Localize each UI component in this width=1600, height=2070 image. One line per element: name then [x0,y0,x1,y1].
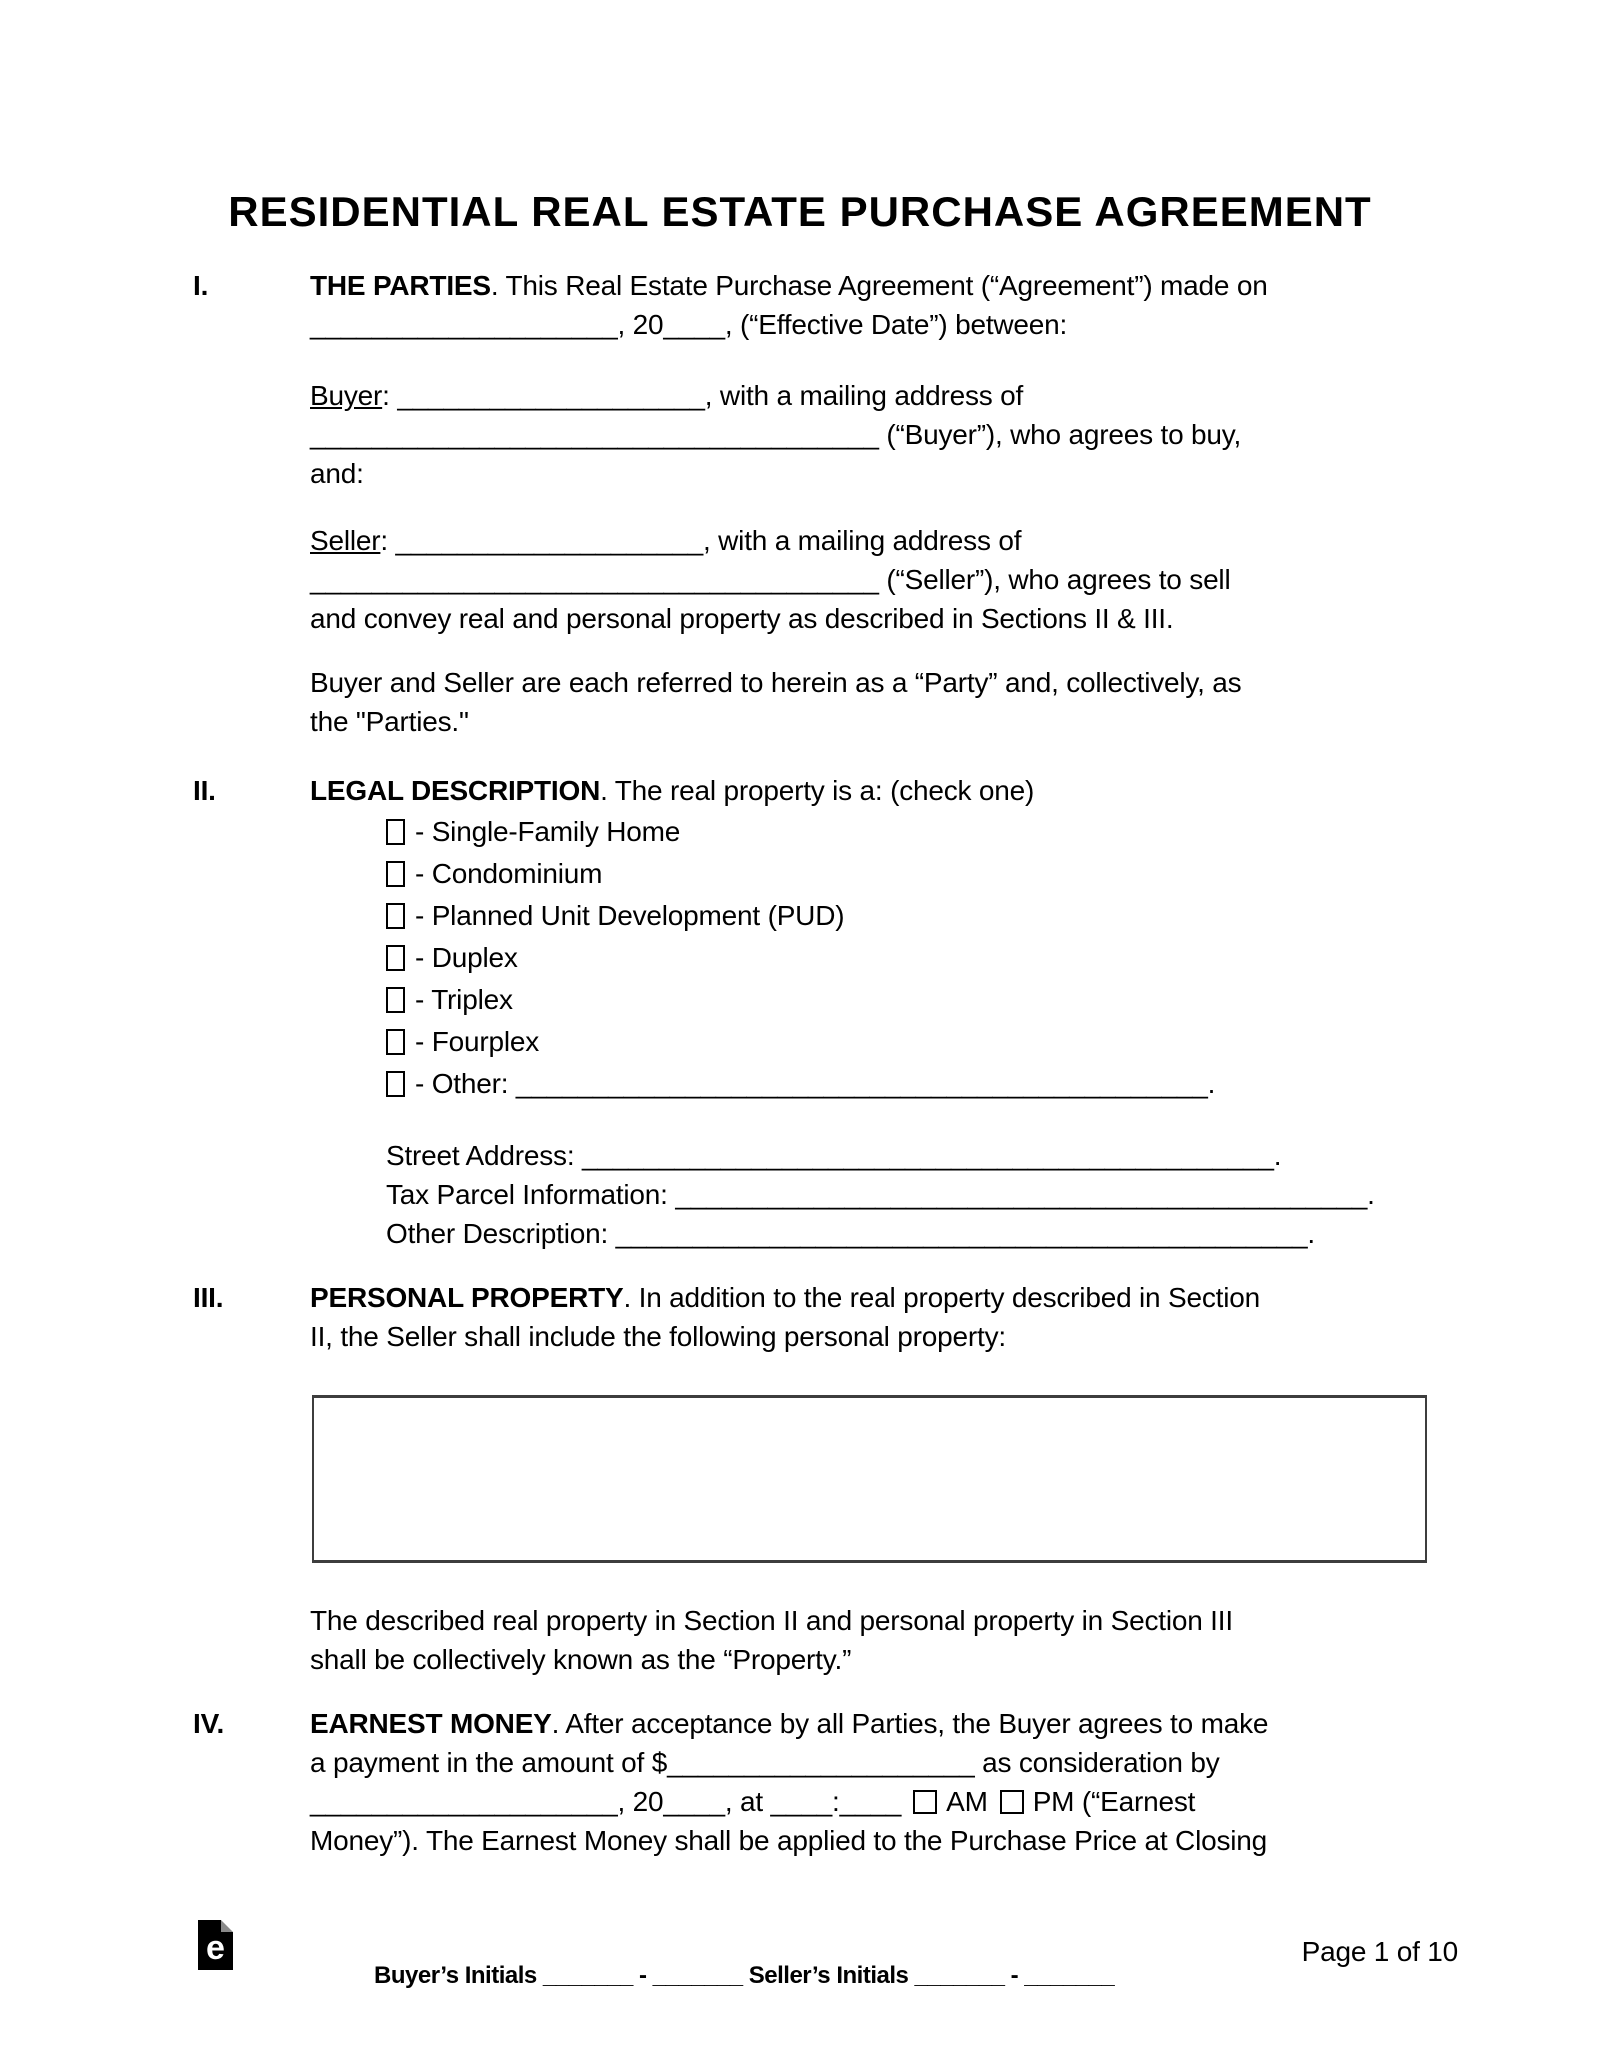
option-other [386,1063,1436,1105]
tax-parcel-line: Tax Parcel Information: _____________________________________________. [386,1179,1375,1210]
parties-paragraph [0,663,1600,741]
document-title: RESIDENTIAL REAL ESTATE PURCHASE AGREEMENT [228,188,1372,235]
earnest-datetime-blanks: ____________________, 20____, at ____:____ [310,1786,902,1817]
initials-line: Buyer’s Initials _______ - _______ Seller’s Initials _______ - _______ [374,1962,1115,1989]
option-label: - Other: _____________________________________________. [415,1068,1216,1099]
section-iv-title: EARNEST MONEY [310,1708,552,1739]
seller-paragraph [0,521,1600,638]
option-condominium [386,853,1436,895]
option-triplex [386,979,1436,1021]
eforms-logo-letter: e [206,1929,225,1967]
street-address-line: Street Address: _____________________________________________. [386,1140,1282,1171]
buyer-address-line: _____________________________________ (“Buyer”), who agrees to buy, [310,419,1242,450]
section-iii-heading-line [310,1278,1430,1317]
described-property-paragraph [0,1601,1600,1679]
section-ii-numeral: II. [193,775,216,806]
eforms-logo [198,1920,233,1970]
earnest-amount-line: a payment in the amount of $____________________ as consideration by [310,1747,1220,1778]
section-iv-heading-rest: . After acceptance by all Parties, the Buyer agrees to make [551,1708,1269,1739]
earnest-datetime-line [310,1782,1430,1821]
parties-line-2: the "Parties." [310,706,469,737]
section-iv-numeral: IV. [193,1708,225,1739]
section-ii-heading-rest: . The real property is a: (check one) [600,775,1035,806]
section-the-parties [0,266,1600,344]
option-label: - Single-Family Home [415,816,681,847]
other-checkbox-icon[interactable] [386,1071,405,1097]
buyer-label: Buyer [310,380,383,411]
page-number: Page 1 of 10 [1301,1936,1458,1967]
described-line-2: shall be collectively known as the “Property.” [310,1644,852,1675]
option-fourplex [386,1021,1436,1063]
pm-label: PM (“Earnest [1032,1786,1196,1817]
section-i-heading-line [310,266,1430,305]
section-legal-description [0,771,1600,810]
section-personal-property [0,1278,1600,1356]
single-family-home-checkbox-icon[interactable] [386,819,405,845]
seller-label: Seller [310,525,381,556]
pm-checkbox-icon[interactable] [1000,1790,1024,1814]
section-i-numeral: I. [193,270,209,301]
seller-convey-line: and convey real and personal property as described in Sections II & III. [310,603,1174,634]
duplex-checkbox-icon[interactable] [386,945,405,971]
option-duplex [386,937,1436,979]
am-label: AM [946,1786,988,1817]
earnest-closing-line: Money”). The Earnest Money shall be applied to the Purchase Price at Closing [310,1825,1268,1856]
buyer-name-line [310,376,1430,415]
option-label: - Condominium [415,858,603,889]
effective-date-line: ____________________, 20____, (“Effective Date”) between: [310,309,1068,340]
option-label: - Triplex [415,984,513,1015]
section-earnest-money [0,1704,1600,1860]
parties-line-1: Buyer and Seller are each referred to herein as a “Party” and, collectively, as [310,667,1242,698]
pud-checkbox-icon[interactable] [386,903,405,929]
personal-property-field[interactable] [312,1395,1427,1563]
option-label: - Duplex [415,942,518,973]
section-iii-numeral: III. [193,1282,224,1313]
section-iii-line-2: II, the Seller shall include the following personal property: [310,1321,1006,1352]
seller-name-blank: : ____________________, with a mailing address of [380,525,1022,556]
option-single-family-home [386,811,1436,853]
seller-address-line: _____________________________________ (“Seller”), who agrees to sell [310,564,1231,595]
buyer-name-blank: : ____________________, with a mailing address of [382,380,1024,411]
seller-name-line [310,521,1430,560]
option-label: - Fourplex [415,1026,540,1057]
described-line-1: The described real property in Section II and personal property in Section III [310,1605,1233,1636]
section-iii-title: PERSONAL PROPERTY [310,1282,624,1313]
option-label: - Planned Unit Development (PUD) [415,900,845,931]
section-iv-heading-line [310,1704,1430,1743]
section-ii-heading-line [310,771,1430,810]
am-checkbox-icon[interactable] [913,1790,937,1814]
buyer-paragraph [0,376,1600,493]
fourplex-checkbox-icon[interactable] [386,1029,405,1055]
buyer-and-line: and: [310,458,364,489]
option-pud [386,895,1436,937]
condominium-checkbox-icon[interactable] [386,861,405,887]
section-iii-heading-rest: . In addition to the real property described in Section [623,1282,1260,1313]
property-type-checklist [0,811,1600,1105]
section-i-title: THE PARTIES [310,270,491,301]
section-i-heading-rest: . This Real Estate Purchase Agreement (“Agreement”) made on [490,270,1268,301]
address-block [0,1136,1600,1253]
other-description-line: Other Description: _____________________________________________. [386,1218,1315,1249]
triplex-checkbox-icon[interactable] [386,987,405,1013]
section-ii-title: LEGAL DESCRIPTION [310,775,601,806]
